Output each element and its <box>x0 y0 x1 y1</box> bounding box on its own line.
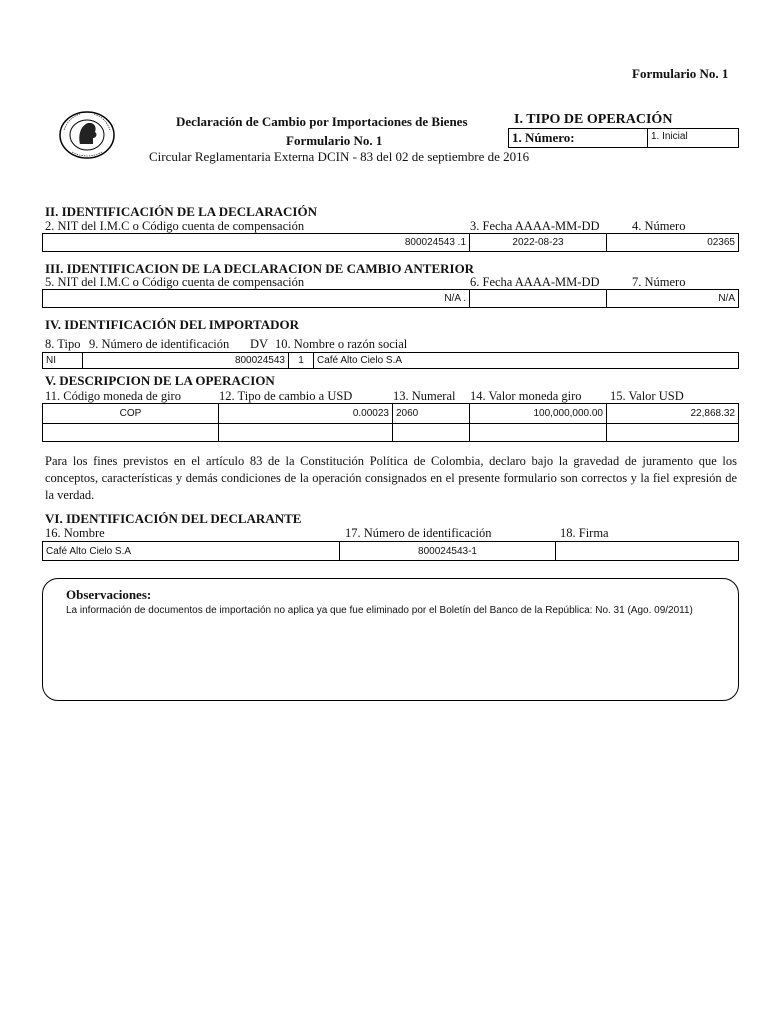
section-ii-row <box>42 233 739 252</box>
circular-text: Circular Reglamentaria Externa DCIN - 83 del 02 de septiembre de 2016 <box>149 149 530 164</box>
label-valor-usd: 15. Valor USD <box>610 389 684 403</box>
identificacion-field[interactable]: 800024543 <box>83 353 289 368</box>
nombre-declarante-field[interactable]: Café Alto Cielo S.A <box>43 542 340 560</box>
form-subtitle: Formulario No. 1 <box>286 133 383 148</box>
tipo-operacion-box <box>508 128 739 148</box>
numeral-field[interactable]: 2060 <box>393 404 470 423</box>
label-nit-imc: 2. NIT del I.M.C o Código cuenta de compensación <box>45 219 305 233</box>
label-numero-anterior: 7. Número <box>632 275 686 289</box>
observaciones-title: Observaciones: <box>66 587 152 602</box>
nit-field[interactable]: 800024543 .1 <box>43 234 470 251</box>
label-id-declarante: 17. Número de identificación <box>345 526 492 540</box>
section-ii-title: II. IDENTIFICACIÓN DE LA DECLARACIÓN <box>45 204 317 219</box>
valor-usd-field-2[interactable] <box>607 424 738 441</box>
section-vi-title: VI. IDENTIFICACIÓN DEL DECLARANTE <box>45 511 302 526</box>
declaration-paragraph: Para los fines previstos en el artículo 83 de la Constitución Política de Colombia, declaro bajo la gravedad de juramento que los conceptos, características y demás condiciones de la operación consignados en el presente formulario son correctos y la fiel expresión de la verdad. <box>45 454 737 502</box>
fecha-field[interactable]: 2022-08-23 <box>470 234 607 251</box>
tipo-id-field[interactable]: NI <box>43 353 83 368</box>
label-dv: DV <box>250 337 269 351</box>
nombre-importador-field[interactable]: Café Alto Cielo S.A <box>317 355 403 366</box>
numeral-field-2[interactable] <box>393 424 470 441</box>
table-row <box>43 404 738 423</box>
nit-anterior-field[interactable]: N/A . <box>43 290 470 307</box>
label-moneda-giro: 11. Código moneda de giro <box>45 389 181 403</box>
form-number-label: Formulario No. 1 <box>632 66 729 81</box>
label-tipo-cambio: 12. Tipo de cambio a USD <box>219 389 353 403</box>
label-nombre-razon: 10. Nombre o razón social <box>275 337 408 351</box>
dv-field[interactable]: 1 <box>289 353 314 368</box>
numero-label: 1. Número: <box>509 129 648 147</box>
form-title: Declaración de Cambio por Importaciones de Bienes <box>176 114 468 129</box>
section-iv-title: IV. IDENTIFICACIÓN DEL IMPORTADOR <box>45 317 300 332</box>
label-firma: 18. Firma <box>560 526 609 540</box>
valor-moneda-field[interactable]: 100,000,000.00 <box>470 404 607 423</box>
label-fecha: 3. Fecha AAAA-MM-DD <box>470 219 600 233</box>
banco-republica-seal <box>58 110 116 160</box>
tipo-cambio-field-2[interactable] <box>219 424 393 441</box>
tipo-cambio-field[interactable]: 0.00023 <box>219 404 393 423</box>
valor-moneda-field-2[interactable] <box>470 424 607 441</box>
section-v-title: V. DESCRIPCION DE LA OPERACION <box>45 373 275 388</box>
label-nombre-declarante: 16. Nombre <box>45 526 105 540</box>
observaciones-box <box>42 578 739 701</box>
moneda-giro-field-2[interactable] <box>43 424 219 441</box>
numero-field[interactable]: 02365 <box>707 237 735 248</box>
section-iii-row <box>42 289 739 308</box>
label-nit-anterior: 5. NIT del I.M.C o Código cuenta de compensación <box>45 275 305 289</box>
fecha-anterior-field[interactable] <box>470 290 607 307</box>
section-iii-title: III. IDENTIFICACION DE LA DECLARACION DE CAMBIO ANTERIOR <box>45 261 475 276</box>
numero-anterior-field[interactable]: N/A <box>718 293 735 304</box>
numero-value-field[interactable]: 1. Inicial <box>651 131 688 142</box>
label-valor-moneda: 14. Valor moneda giro <box>470 389 582 403</box>
observaciones-text[interactable]: La información de documentos de importación no aplica ya que fue eliminado por el Boletín del Banco de la República: No. 31 (Ago. 09/2011) <box>66 605 693 616</box>
id-declarante-field[interactable]: 800024543-1 <box>340 542 556 560</box>
valor-usd-field[interactable]: 22,868.32 <box>690 408 735 419</box>
label-tipo: 8. Tipo <box>45 337 81 351</box>
firma-field[interactable] <box>556 542 738 560</box>
label-numero: 4. Número <box>632 219 686 233</box>
label-identificacion: 9. Número de identificación <box>89 337 230 351</box>
section-v-table <box>42 403 739 442</box>
label-fecha-anterior: 6. Fecha AAAA-MM-DD <box>470 275 600 289</box>
section-iv-row <box>42 352 739 369</box>
label-numeral: 13. Numeral <box>393 389 456 403</box>
moneda-giro-field[interactable]: COP <box>43 404 219 423</box>
table-row <box>43 424 738 441</box>
tipo-operacion-title: I. TIPO DE OPERACIÓN <box>514 112 673 127</box>
section-vi-row <box>42 541 739 561</box>
